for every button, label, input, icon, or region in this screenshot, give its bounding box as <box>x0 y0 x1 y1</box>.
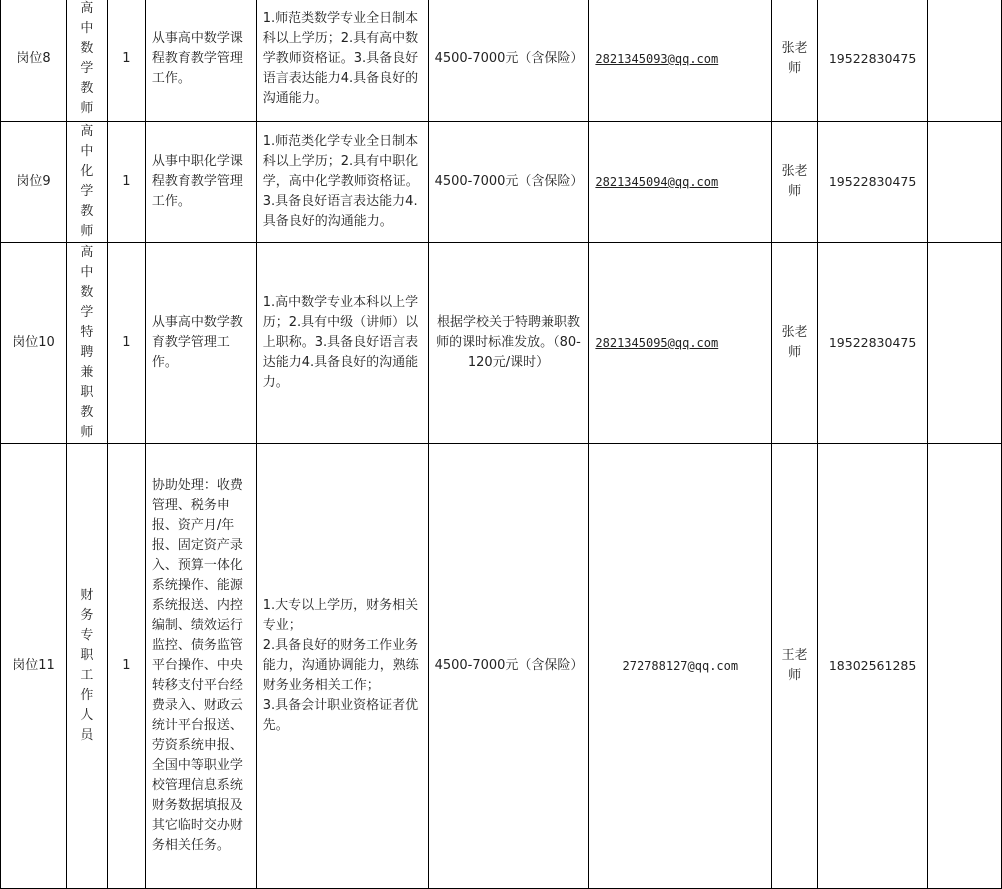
requirements-cell: 1.师范类化学专业全日制本科以上学历；2.具有中职化学，高中化学教师资格证。3.具备良好语言表达能力4.具备良好的沟通能力。 <box>256 122 428 243</box>
email-cell <box>589 122 772 243</box>
count-cell: 1 <box>107 0 145 122</box>
post-cell: 岗位9 <box>1 122 67 243</box>
duty-cell: 从事中职化学课程教育教学管理工作。 <box>145 122 256 243</box>
email-link[interactable]: 2821345095@qq.com <box>595 335 719 350</box>
phone-cell: 18302561285 <box>818 444 928 889</box>
table-row <box>1 243 1002 444</box>
phone-cell: 19522830475 <box>818 243 928 444</box>
email-text: 272788127@qq.com <box>622 658 739 673</box>
note-cell <box>928 444 1002 889</box>
requirements-cell: 1.师范类数学专业全日制本科以上学历；2.具有高中数学教师资格证。3.具备良好语言表达能力4.具备良好的沟通能力。 <box>256 0 428 122</box>
count-cell: 1 <box>107 243 145 444</box>
duty-cell: 从事高中数学教育教学管理工作。 <box>145 243 256 444</box>
table-row <box>1 122 1002 243</box>
contact-cell: 张老师 <box>772 0 818 122</box>
salary-cell: 4500-7000元（含保险） <box>428 0 589 122</box>
duty-cell: 协助处理：收费管理、税务申报、资产月/年报、固定资产录入、预算一体化系统操作、能源系统报送、内控编制、绩效运行监控、债务监管平台操作、中央转移支付平台经费录入、财政云统计平台报送、劳资系统申报、全国中等职业学校管理信息系统财务数据填报及其它临时交办财务相关任务。 <box>145 444 256 889</box>
email-cell <box>589 243 772 444</box>
email-link[interactable]: 2821345093@qq.com <box>595 51 719 66</box>
note-cell <box>928 243 1002 444</box>
job-title: 高中数学特聘兼职教师 <box>80 245 94 440</box>
email-link[interactable]: 2821345094@qq.com <box>595 174 719 189</box>
salary-cell: 根据学校关于特聘兼职教师的课时标准发放。（80-120元/课时） <box>428 243 589 444</box>
email-cell <box>589 0 772 122</box>
table-row <box>1 444 1002 889</box>
table-row <box>1 0 1002 122</box>
title-cell <box>66 243 107 444</box>
title-cell <box>66 122 107 243</box>
job-title: 财务专职工作人员 <box>80 588 94 743</box>
post-cell: 岗位10 <box>1 243 67 444</box>
salary-cell: 4500-7000元（含保险） <box>428 122 589 243</box>
title-cell <box>66 0 107 122</box>
count-cell: 1 <box>107 444 145 889</box>
contact-cell: 张老师 <box>772 243 818 444</box>
note-cell <box>928 122 1002 243</box>
post-cell: 岗位8 <box>1 0 67 122</box>
job-title: 高中数学教师 <box>80 1 94 116</box>
phone-cell: 19522830475 <box>818 0 928 122</box>
post-cell: 岗位11 <box>1 444 67 889</box>
requirements-cell: 1.高中数学专业本科以上学历；2.具有中级（讲师）以上职称。3.具备良好语言表达能力4.具备良好的沟通能力。 <box>256 243 428 444</box>
salary-cell: 4500-7000元（含保险） <box>428 444 589 889</box>
count-cell: 1 <box>107 122 145 243</box>
job-title: 高中化学教师 <box>80 124 94 239</box>
phone-cell: 19522830475 <box>818 122 928 243</box>
duty-cell: 从事高中数学课程教育教学管理工作。 <box>145 0 256 122</box>
email-cell <box>589 444 772 889</box>
contact-cell: 王老师 <box>772 444 818 889</box>
requirements-cell: 1.大专以上学历，财务相关专业； 2.具备良好的财务工作业务能力，沟通协调能力，熟练财务业务相关工作； 3.具备会计职业资格证者优先。 <box>256 444 428 889</box>
note-cell <box>928 0 1002 122</box>
contact-cell: 张老师 <box>772 122 818 243</box>
title-cell <box>66 444 107 889</box>
